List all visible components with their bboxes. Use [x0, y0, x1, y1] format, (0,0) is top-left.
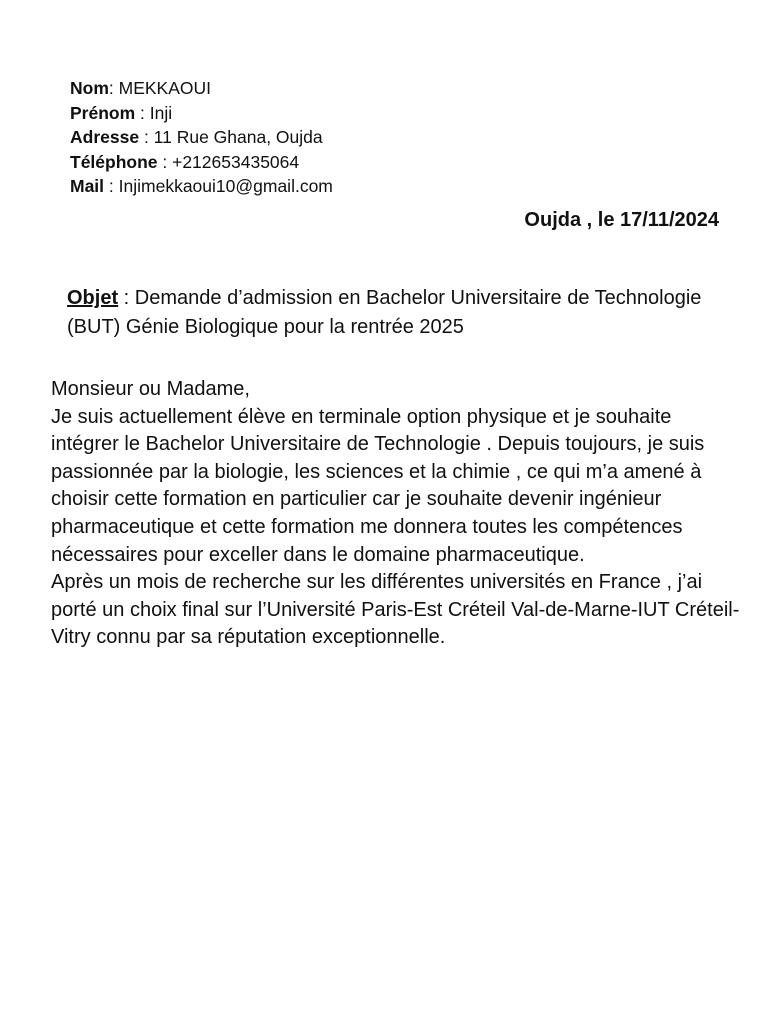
prenom-separator: :	[135, 102, 150, 123]
letter-date: Oujda , le 17/11/2024	[524, 209, 719, 231]
nom-label: Nom	[70, 78, 109, 98]
paragraph-university-choice: Après un mois de recherche sur les différentes universités en France , j’ai porté un choix final sur l’Université Paris-Est Créteil Val-de-Marne-IUT Créteil-Vitry connu par sa réputation exceptionnelle.	[51, 571, 740, 649]
telephone-label: Téléphone	[70, 151, 158, 172]
adresse-value: 11 Rue Ghana, Oujda	[153, 127, 323, 148]
objet-line	[67, 284, 707, 341]
mail-separator: :	[104, 176, 119, 197]
paragraph-motivation: Je suis actuellement élève en terminale option physique et je souhaite intégrer le Bachelor Universitaire de Technologie . Depuis toujours, je suis passionnée par la biologie, les sciences et la chimie , ce qui m’a amené à choisir cette formation en particulier car je souhaite devenir ingénieur pharmaceutique et cette formation me donnera toutes les compétences nécessaires pour exceller dans le domaine pharmaceutique.	[51, 405, 705, 566]
objet-label: Objet	[67, 287, 119, 309]
adresse-label: Adresse	[70, 127, 140, 148]
nom-value: MEKKAOUI	[118, 78, 212, 98]
sender-nom	[70, 76, 333, 101]
salutation: Monsieur ou Madame,	[51, 378, 250, 400]
sender-mail	[70, 174, 333, 199]
mail-value: Injimekkaoui10@gmail.com	[118, 176, 333, 197]
telephone-separator: :	[157, 151, 173, 172]
sender-block	[70, 76, 333, 199]
sender-prenom	[70, 101, 333, 126]
telephone-value: +212653435064	[172, 151, 300, 172]
sender-telephone	[70, 150, 333, 175]
nom-separator: :	[108, 78, 119, 98]
prenom-value: Inji	[149, 102, 173, 123]
letter-body	[51, 376, 741, 652]
objet-text: : Demande d’admission en Bachelor Universitaire de Technologie (BUT) Génie Biologique pour la rentrée 2025	[67, 287, 702, 338]
adresse-separator: :	[139, 127, 154, 148]
sender-adresse	[70, 125, 333, 150]
prenom-label: Prénom	[70, 102, 136, 123]
mail-label: Mail	[70, 176, 105, 197]
